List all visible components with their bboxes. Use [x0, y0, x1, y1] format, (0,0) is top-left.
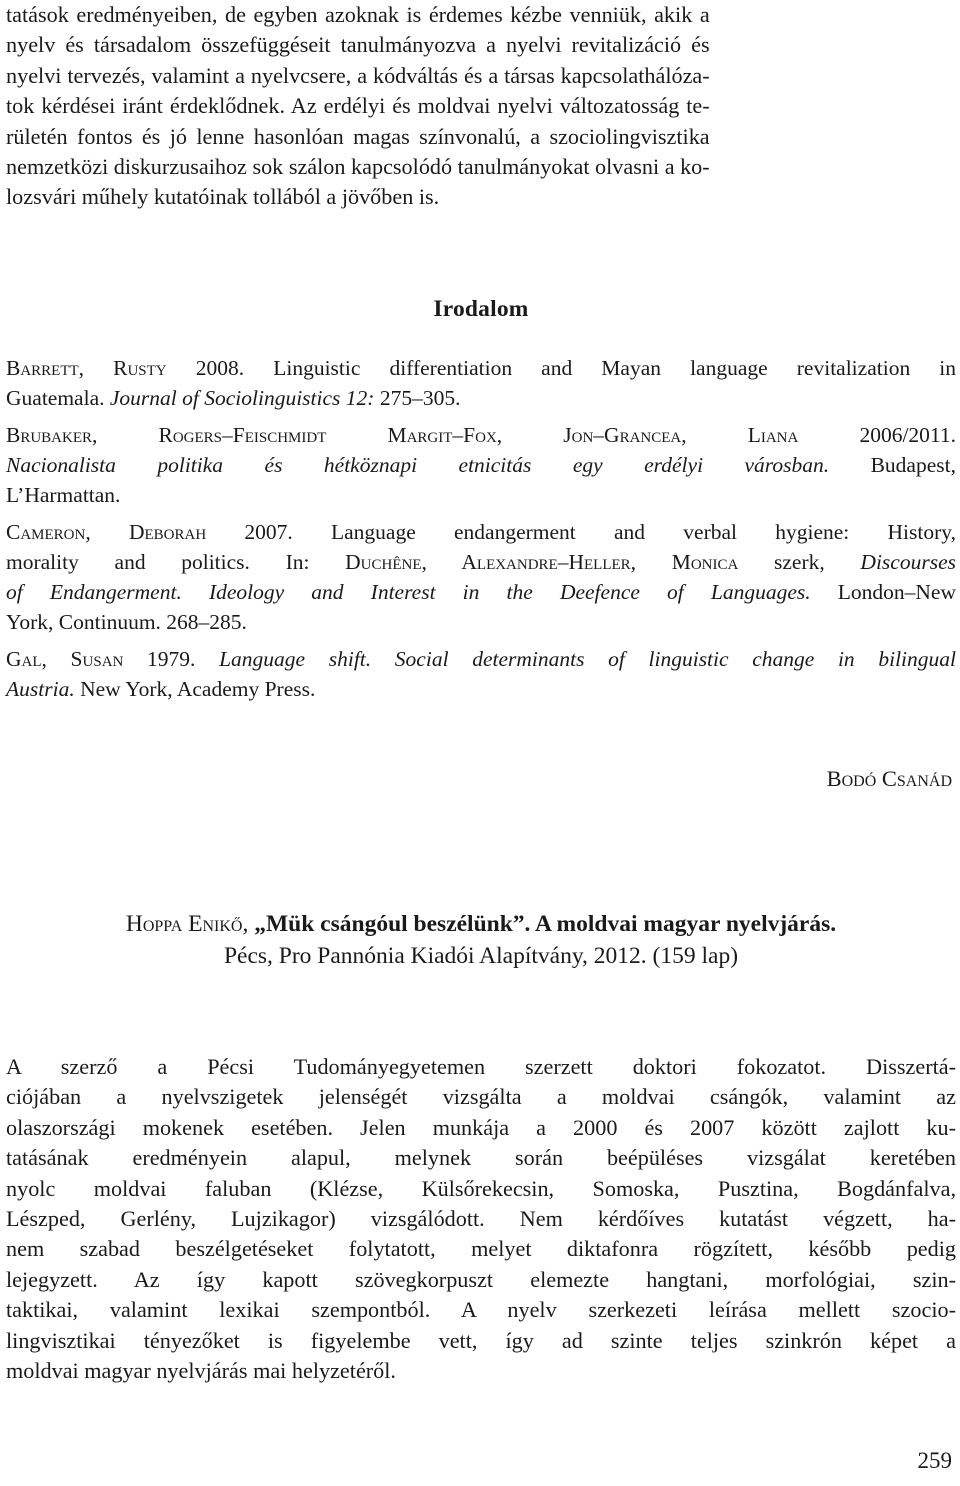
reference-title: Austria.	[6, 677, 75, 701]
reference-entry	[6, 353, 956, 413]
reference-title: Discourses	[860, 550, 956, 574]
text-line: ciójában a nyelvszigetek jelenségét vizsgálta a moldvai csángók, valamint az	[6, 1084, 956, 1110]
reference-journal: Journal of Sociolinguistics 12:	[109, 386, 375, 410]
review-header	[6, 908, 956, 972]
reference-text: morality and politics. In:	[6, 550, 346, 574]
reference-title: of Endangerment. Ideology and Interest in the Deefence of Languages.	[6, 580, 811, 604]
reference-line	[6, 353, 957, 383]
body-paragraph-2	[6, 1052, 956, 1386]
text-line: rületén fontos és jó lenne hasonlóan magas színvonalú, a szociolingvisztika	[6, 123, 710, 149]
reference-text: 2006/2011.	[798, 423, 956, 447]
reference-list	[6, 353, 956, 711]
reference-text: 2008. Linguistic differentiation and Mayan language revitalization in	[166, 356, 957, 380]
text-line: nyelvi tervezés, valamint a nyelvcsere, a kódváltás és a társas kapcsolathálóza-	[6, 62, 710, 88]
text-line: tatásának eredményein alapul, melynek során beépüléses vizsgálat keretében	[6, 1145, 956, 1171]
reference-line	[6, 383, 956, 413]
reference-editors: Duchêne, Alexandre–Heller, Monica	[345, 550, 739, 574]
reference-text: 1979.	[123, 647, 220, 671]
reference-text: New York, Academy Press.	[74, 677, 316, 701]
review-publication: Pécs, Pro Pannónia Kiadói Alapítvány, 2012. (159 lap)	[223, 943, 739, 969]
text-line: Lészped, Gerlény, Lujzikagor) vizsgálódott. Nem kérdőíves kutatást végzett, ha-	[6, 1206, 956, 1232]
reference-text: Guatemala.	[6, 386, 110, 410]
page-number: 259	[917, 1448, 952, 1473]
body-paragraph-1	[6, 0, 710, 213]
reference-title: Language shift. Social determinants of linguistic change in bilingual	[219, 647, 956, 671]
reference-line	[6, 644, 956, 674]
reference-line	[6, 450, 956, 480]
text-line: taktikai, valamint lexikai szempontból. A nyelv szerkezeti leírása mellett szocio-	[6, 1297, 956, 1323]
review-book-title: „Mük csángóul beszélünk”. A moldvai magyar nyelvjárás.	[254, 911, 837, 937]
text-line: nyolc moldvai faluban (Klézse, Külsőrekecsin, Somoska, Pusztina, Bogdánfalva,	[6, 1175, 956, 1201]
reference-author: Brubaker, Rogers–Feischmidt Margit–Fox, Jon–Grancea, Liana	[6, 423, 799, 447]
reference-line	[6, 547, 956, 577]
reference-entry	[6, 420, 956, 510]
text-line: tok kérdései iránt érdeklődnek. Az erdélyi és moldvai nyelvi változatosság te-	[6, 93, 710, 119]
reference-line: L’Harmattan.	[6, 483, 121, 507]
text-line: lozsvári műhely kutatóinak tollából a jövőben is.	[6, 184, 440, 210]
reference-text: 2007. Language endangerment and verbal hygiene: History,	[206, 520, 956, 544]
reference-line	[6, 674, 956, 704]
reference-line	[6, 517, 956, 547]
reference-entry	[6, 644, 956, 704]
text-line: nemzetközi diskurzusaihoz sok szálon kapcsolódó tanulmányokat olvasni a ko-	[6, 154, 710, 180]
reference-author: Gal, Susan	[6, 647, 124, 671]
reference-text: London–New	[810, 580, 957, 604]
reference-line: York, Continuum. 268–285.	[6, 610, 247, 634]
reference-title: Nacionalista politika és hétköznapi etnicitás egy erdélyi városban.	[6, 453, 830, 477]
reference-line	[6, 577, 957, 607]
text-line: olaszországi mokenek esetében. Jelen munkája a 2000 és 2007 között zajlott ku-	[6, 1114, 956, 1140]
reference-line	[6, 420, 956, 450]
reference-text: Budapest,	[829, 453, 956, 477]
text-line: A szerző a Pécsi Tudományegyetemen szerzett doktori fokozatot. Disszertá-	[6, 1054, 956, 1079]
section-heading: Irodalom	[433, 296, 529, 322]
review-author: Hoppa Enikő,	[125, 911, 255, 937]
reference-author: Cameron, Deborah	[6, 520, 207, 544]
text-line: nem szabad beszélgetéseket folytatott, melyet diktafonra rögzített, később pedig	[6, 1236, 956, 1262]
text-line: lejegyzett. Az így kapott szövegkorpuszt elemezte hangtani, morfológiai, szin-	[6, 1266, 956, 1292]
reference-author: Barrett, Rusty	[6, 356, 167, 380]
text-line: moldvai magyar nyelvjárás mai helyzetéről.	[6, 1358, 396, 1384]
text-line: tatások eredményeiben, de egyben azoknak is érdemes kézbe venniük, akik a	[6, 2, 710, 27]
reference-text: szerk,	[738, 550, 861, 574]
text-line: lingvisztikai tényezőket is figyelembe vett, így ad szinte teljes szinkrón képet a	[6, 1327, 956, 1353]
reference-text: 275–305.	[374, 386, 461, 410]
text-line: nyelv és társadalom összefüggéseit tanulmányozva a nyelvi revitalizáció és	[6, 32, 710, 58]
reviewer-signature: Bodó Csanád	[826, 766, 952, 791]
review-title-line	[6, 908, 956, 940]
reference-entry	[6, 517, 956, 637]
